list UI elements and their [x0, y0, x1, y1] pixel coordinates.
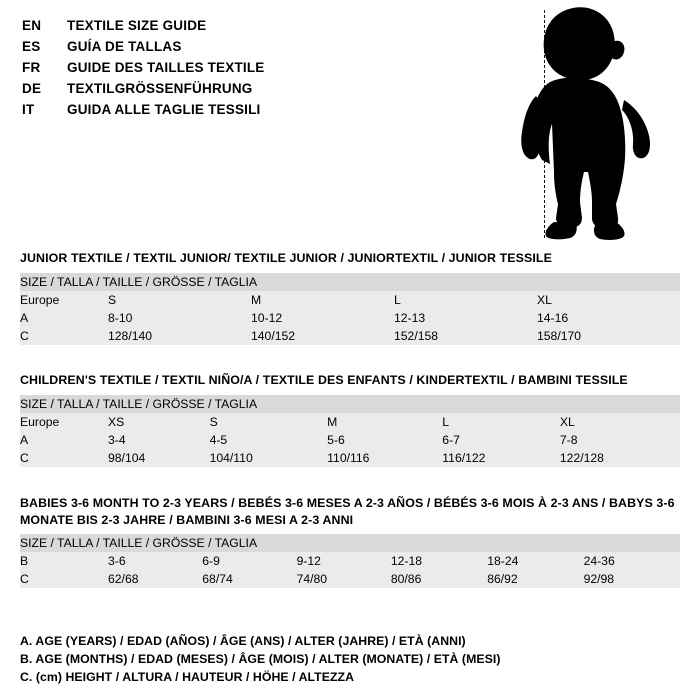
size-cell: L	[394, 291, 537, 309]
row-label: C	[20, 449, 108, 467]
size-table-junior	[20, 273, 680, 345]
table-size-row	[20, 413, 680, 431]
table-header-row	[20, 395, 680, 413]
size-cell: S	[210, 413, 328, 431]
title-row	[22, 18, 502, 39]
table-row	[20, 449, 680, 467]
title-row	[22, 39, 502, 60]
region-label: Europe	[20, 413, 108, 431]
row-value: 6-9	[202, 552, 296, 570]
table-size-row	[20, 291, 680, 309]
table-header-label: SIZE / TALLA / TAILLE / GRÖSSE / TAGLIA	[20, 395, 680, 413]
row-value: 12-18	[391, 552, 487, 570]
section-title: CHILDREN'S TEXTILE / TEXTIL NIÑO/A / TEXTILE DES ENFANTS / KINDERTEXTIL / BAMBINI TESSILE	[20, 373, 628, 387]
title-lang-code: EN	[22, 18, 42, 33]
title-lang-code: ES	[22, 39, 41, 54]
size-cell: XL	[537, 291, 680, 309]
row-label: C	[20, 327, 108, 345]
baby-silhouette-icon	[506, 4, 676, 244]
row-value: 4-5	[210, 431, 328, 449]
row-value: 140/152	[251, 327, 394, 345]
section-babies	[20, 495, 680, 588]
row-value: 86/92	[487, 570, 583, 588]
size-cell: M	[327, 413, 442, 431]
footnotes	[20, 632, 680, 686]
table-header-row	[20, 534, 680, 552]
title-lang-code: FR	[22, 60, 41, 75]
row-value: 18-24	[487, 552, 583, 570]
title-lang-code: IT	[22, 102, 35, 117]
row-value: 110/116	[327, 449, 442, 467]
row-value: 3-6	[108, 552, 202, 570]
row-value: 7-8	[560, 431, 680, 449]
table-row	[20, 327, 680, 345]
row-value: 5-6	[327, 431, 442, 449]
table-row	[20, 309, 680, 327]
row-value: 68/74	[202, 570, 296, 588]
row-value: 158/170	[537, 327, 680, 345]
size-cell: XL	[560, 413, 680, 431]
row-label: B	[20, 552, 108, 570]
section-title: BABIES 3-6 MONTH TO 2-3 YEARS / BEBÉS 3-6 MESES A 2-3 AÑOS / BÉBÉS 3-6 MOIS À 2-3 ANS / BABYS 3-6 MONATE BIS 2-3 JAHRE / BAMBINI 3-6 MESI A 2-3 ANNI	[20, 496, 675, 527]
table-header-label: SIZE / TALLA / TAILLE / GRÖSSE / TAGLIA	[20, 534, 680, 552]
row-value: 3-4	[108, 431, 210, 449]
table-row	[20, 431, 680, 449]
row-value: 6-7	[442, 431, 560, 449]
size-cell: XS	[108, 413, 210, 431]
footnote-height: C. (cm) HEIGHT / ALTURA / HAUTEUR / HÖHE / ALTEZZA	[20, 670, 355, 684]
row-value: 10-12	[251, 309, 394, 327]
title-text: GUIDE DES TAILLES TEXTILE	[67, 60, 265, 75]
row-value: 122/128	[560, 449, 680, 467]
title-row	[22, 102, 502, 123]
row-value: 128/140	[108, 327, 251, 345]
title-text: TEXTILGRÖSSENFÜHRUNG	[67, 81, 253, 96]
section-children	[20, 372, 680, 467]
row-value: 9-12	[297, 552, 391, 570]
size-table-children	[20, 395, 680, 467]
row-value: 92/98	[584, 570, 680, 588]
section-junior	[20, 250, 680, 345]
table-row	[20, 552, 680, 570]
title-lang-code: DE	[22, 81, 42, 96]
row-value: 98/104	[108, 449, 210, 467]
row-value: 116/122	[442, 449, 560, 467]
size-cell: M	[251, 291, 394, 309]
row-label: A	[20, 431, 108, 449]
section-title: JUNIOR TEXTILE / TEXTIL JUNIOR/ TEXTILE JUNIOR / JUNIORTEXTIL / JUNIOR TESSILE	[20, 251, 552, 265]
row-value: 14-16	[537, 309, 680, 327]
region-label: Europe	[20, 291, 108, 309]
row-value: 80/86	[391, 570, 487, 588]
row-value: 152/158	[394, 327, 537, 345]
row-value: 104/110	[210, 449, 328, 467]
row-label: C	[20, 570, 108, 588]
title-text: GUIDA ALLE TAGLIE TESSILI	[67, 102, 261, 117]
row-value: 62/68	[108, 570, 202, 588]
title-text: GUÍA DE TALLAS	[67, 39, 182, 54]
title-row	[22, 81, 502, 102]
row-value: 8-10	[108, 309, 251, 327]
size-table-babies	[20, 534, 680, 588]
row-value: 12-13	[394, 309, 537, 327]
row-label: A	[20, 309, 108, 327]
title-row	[22, 60, 502, 81]
footnote-age-months: B. AGE (MONTHS) / EDAD (MESES) / ÂGE (MOIS) / ALTER (MONATE) / ETÀ (MESI)	[20, 652, 501, 666]
title-text: TEXTILE SIZE GUIDE	[67, 18, 207, 33]
row-value: 24-36	[584, 552, 680, 570]
table-header-label: SIZE / TALLA / TAILLE / GRÖSSE / TAGLIA	[20, 273, 680, 291]
table-row	[20, 570, 680, 588]
language-titles	[22, 18, 502, 123]
footnote-age-years: A. AGE (YEARS) / EDAD (AÑOS) / ÂGE (ANS) / ALTER (JAHRE) / ETÀ (ANNI)	[20, 634, 466, 648]
size-cell: S	[108, 291, 251, 309]
row-value: 74/80	[297, 570, 391, 588]
size-cell: L	[442, 413, 560, 431]
table-header-row	[20, 273, 680, 291]
